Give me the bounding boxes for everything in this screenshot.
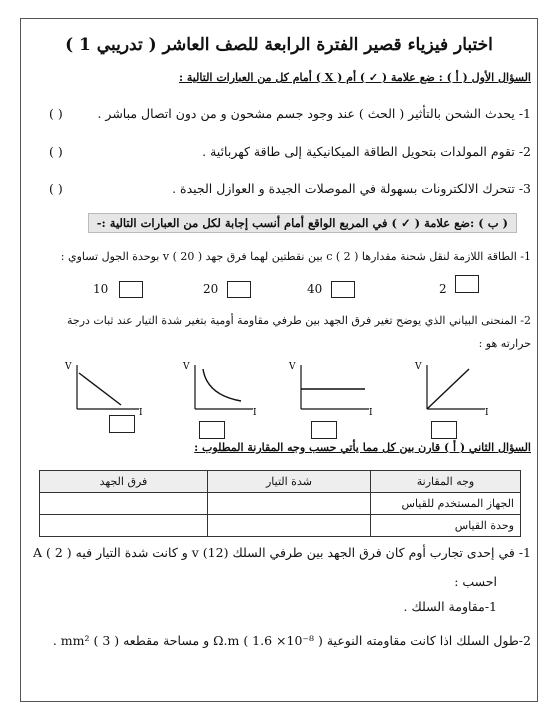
table-header-cell: فرق الجهد bbox=[40, 471, 208, 493]
tf-item-3: 3- تتحرك الالكترونات بسهولة في الموصلات الجيدة و العوازل الجيدة . bbox=[172, 181, 531, 196]
graph-option-checkbox[interactable] bbox=[109, 415, 135, 433]
problem-line-3: 1-مقاومة السلك . bbox=[403, 599, 497, 614]
graph-option-checkbox[interactable] bbox=[311, 421, 337, 439]
mcq1-option-checkbox[interactable] bbox=[227, 281, 251, 298]
graph-option-checkbox[interactable] bbox=[199, 421, 225, 439]
exam-page bbox=[20, 18, 538, 702]
table-header-row bbox=[40, 471, 521, 493]
axis-v-label: V bbox=[415, 362, 422, 372]
table-row bbox=[40, 493, 521, 515]
axis-i-label: I bbox=[139, 408, 143, 417]
mcq1-option-label: 40 bbox=[307, 282, 323, 296]
answer-cell[interactable] bbox=[40, 493, 208, 515]
mcq1-option-label: 2 bbox=[439, 282, 447, 296]
mcq1-text: 1- الطاقة اللازمة لنقل شحنة مقدارها c ( 2 ) بين نقطتين لهما فرق جهد v ( 20 ) بوحدة الجول تساوي : bbox=[60, 250, 531, 263]
axis-v-label: V bbox=[65, 362, 72, 372]
answer-cell[interactable] bbox=[207, 493, 370, 515]
table-row-label: وحدة القياس bbox=[371, 515, 521, 537]
graph-linear-origin bbox=[411, 359, 491, 417]
axis-v-label: V bbox=[183, 362, 190, 372]
mcq1-option-label: 10 bbox=[93, 282, 109, 296]
mcq1-option-label: 20 bbox=[203, 282, 219, 296]
table-row bbox=[40, 515, 521, 537]
q1-header: السؤال الأول ( أ ) : ضع علامة ( ✓ ) أم ( X ) أمام كل من العبارات التالية : bbox=[178, 71, 531, 84]
problem-line-2: احسب : bbox=[454, 574, 497, 589]
mcq2-text-line2: حرارته هو : bbox=[478, 337, 531, 350]
graph-horizontal bbox=[285, 359, 375, 417]
axis-i-label: I bbox=[485, 408, 489, 417]
axis-i-label: I bbox=[253, 408, 257, 417]
answer-cell[interactable] bbox=[40, 515, 208, 537]
problem-line-4: 2-طول السلك اذا كانت مقاومته النوعية Ω.m ( 1.6 ×10⁻⁸ ) و مساحة مقطعه mm² ( 3 ) . bbox=[52, 633, 531, 648]
tf-bracket-2[interactable]: ( ) bbox=[49, 144, 63, 159]
axis-v-label: V bbox=[289, 362, 296, 372]
answer-cell[interactable] bbox=[207, 515, 370, 537]
mcq1-option-checkbox[interactable] bbox=[331, 281, 355, 298]
tf-bracket-3[interactable]: ( ) bbox=[49, 181, 63, 196]
table-header-cell: شدة التيار bbox=[207, 471, 370, 493]
q2-header: السؤال الثاني ( أ ) قارن بين كل مما يأتي حسب وجه المقارنة المطلوب : bbox=[194, 441, 531, 454]
table-header-cell: وجه المقارنة bbox=[371, 471, 521, 493]
page-title: اختبار فيزياء قصير الفترة الرابعة للصف العاشر ( تدريبي 1 ) bbox=[65, 35, 493, 55]
comparison-table bbox=[39, 470, 521, 537]
q1-partb-header: ( ب ) :ضع علامة ( ✓ ) في المربع الواقع أمام أنسب إجابة لكل من العبارات التالية :- bbox=[88, 213, 517, 233]
axis-i-label: I bbox=[369, 408, 373, 417]
graph-option-checkbox[interactable] bbox=[431, 421, 457, 439]
mcq1-option-checkbox[interactable] bbox=[455, 275, 479, 293]
mcq1-option-checkbox[interactable] bbox=[119, 281, 143, 298]
table-row-label: الجهاز المستخدم للقياس bbox=[371, 493, 521, 515]
graph-decreasing bbox=[61, 359, 147, 417]
tf-item-2: 2- تقوم المولدات بتحويل الطاقة الميكانيكية إلى طاقة كهربائية . bbox=[202, 144, 531, 159]
graph-hyperbolic bbox=[179, 359, 259, 417]
problem-line-1: 1- في إحدى تجارب أوم كان فرق الجهد بين طرفي السلك v (12) و كانت شدة التيار فيه A ( 2 ) bbox=[33, 545, 531, 560]
mcq2-text-line1: 2- المنحنى البياني الذي يوضح تغير فرق الجهد بين طرفي مقاومة أومية بتغير شدة التيار عند ثبات درجة bbox=[67, 314, 531, 327]
tf-item-1: 1- يحدث الشحن بالتأثير ( الحث ) عند وجود جسم مشحون و من دون اتصال مباشر . bbox=[97, 106, 531, 121]
tf-bracket-1[interactable]: ( ) bbox=[49, 106, 63, 121]
